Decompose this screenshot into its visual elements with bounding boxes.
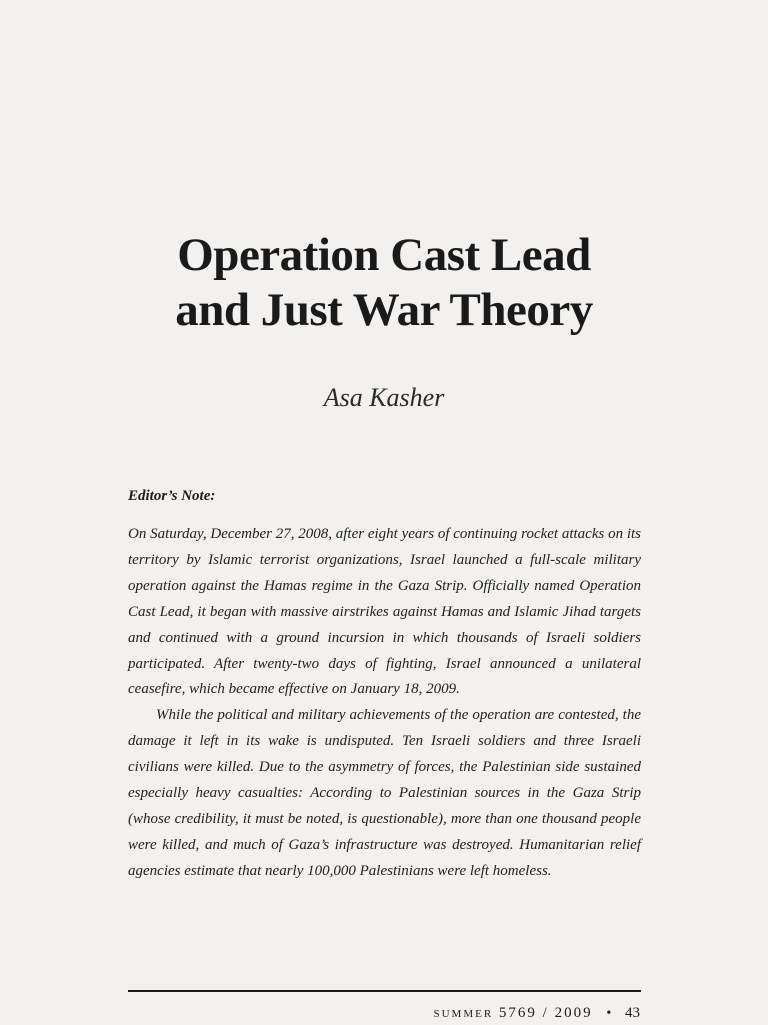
editors-note-body [128, 522, 641, 885]
article-title-line-2: and Just War Theory [175, 284, 593, 336]
editors-note-paragraph-2: While the political and military achievements of the operation are contested, the damage it left in its wake is undisputed. Ten Israeli soldiers and three Israeli civilians were killed. Due to the asymmetry of forces, the Palestinian side sustained especially heavy casualties: According to Palestinian sources in the Gaza Strip (whose credibility, it must be noted, is questionable), more than one thousand people were killed, and much of Gaza’s infrastructure was destroyed. Humanitarian relief agencies estimate that nearly 100,000 Palestinians were left homeless. [128, 707, 641, 879]
footer-rule [128, 990, 641, 992]
article-title [0, 228, 768, 338]
editors-note-heading: Editor’s Note: [128, 488, 216, 504]
article-title-line-1: Operation Cast Lead [177, 229, 591, 281]
footer-bullet: • [606, 1006, 612, 1021]
article-author: Asa Kasher [323, 383, 445, 412]
footer-issue: summer 5769 / 2009 [433, 1005, 593, 1021]
editors-note-paragraph-1: On Saturday, December 27, 2008, after eight years of continuing rocket attacks on its territory by Islamic terrorist organizations, Israel launched a full-scale military operation against the Hamas regime in the Gaza Strip. Officially named Operation Cast Lead, it began with massive airstrikes against Hamas and Islamic Jihad targets and continued with a ground incursion in which thousands of Israeli soldiers participated. After twenty-two days of fighting, Israel announced a unilateral ceasefire, which became effective on January 18, 2009. [128, 526, 641, 698]
page-footer [433, 1002, 640, 1025]
page-number: 43 [625, 1005, 640, 1021]
